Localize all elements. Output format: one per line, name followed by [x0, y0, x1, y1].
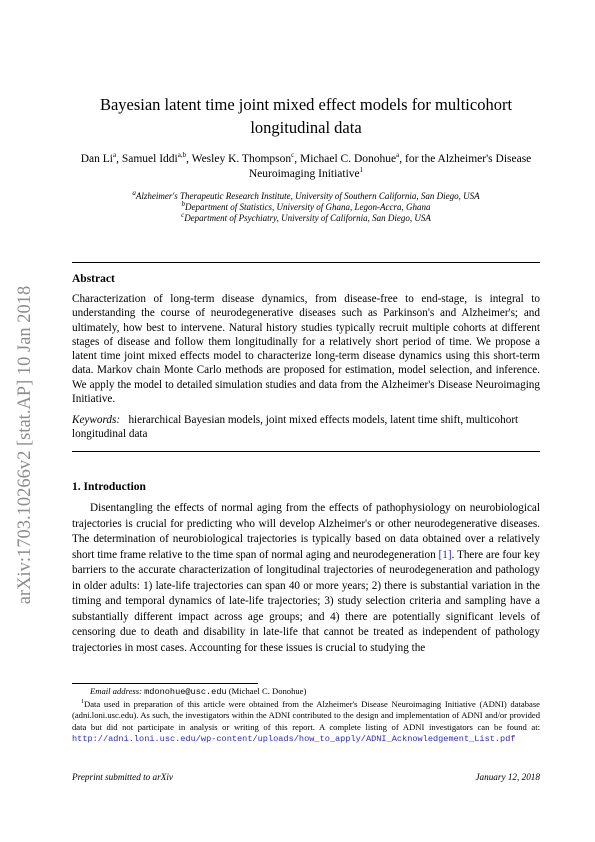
page-footer — [72, 771, 540, 783]
author-name: Dan Li — [80, 153, 113, 165]
author-name: Michael C. Donohue — [299, 153, 397, 165]
keywords — [72, 413, 540, 442]
footnote-rule — [72, 683, 258, 684]
introduction-paragraph: Disentangling the effects of normal aging from the effects of pathophysiology on neurobiological trajectories is crucial for predicting who will develop Alzheimer's or other neurodegenerative diseases. The determination of neurobiological trajectories is typically based on data obtained over a relatively short time frame relative to the time span of normal aging and neurodegeneration [1]. There are four key barriers to the accurate characterization of longitudinal trajectories of neurodegeneration and pathology in older adults: 1) late-life trajectories can span 40 or more years; 2) there is substantial variation in the timing and temporal dynamics of late-life trajectories; 3) study selection criteria and sampling have a substantially different impact across age groups; and 4) there are potentially significant levels of censoring due to death and disability in late-life that cannot be treated as independent of pathology trajectories in most cases. Accounting for these issues is crucial to studying the — [72, 502, 540, 654]
footnotes — [72, 686, 540, 746]
abstract-top-rule — [72, 262, 540, 263]
arxiv-id-text: arXiv:1703.10266v2 [stat.AP] 10 Jan 2018 — [15, 285, 35, 605]
author-footnote-mark: 1 — [359, 166, 364, 175]
paper-title: Bayesian latent time joint mixed effect models for multicohort longitudinal data — [99, 95, 513, 137]
affiliation-line: $^b$Department of Statistics, University of Ghana, Legon-Accra, Ghana — [181, 200, 431, 212]
author-affil-mark: c — [291, 151, 295, 160]
email-label: Email address: — [90, 686, 142, 696]
adni-footnote — [72, 699, 540, 746]
author-group: for the Alzheimer's Disease Neuroimaging Initiative — [248, 153, 532, 180]
email-footnote — [72, 686, 540, 699]
affiliation-line: $^c$Department of Psychiatry, University of California, San Diego, USA — [181, 211, 431, 223]
author-list: Dan Li$^a$, Samuel Iddi$^{a,b}$, Wesley K. Thompson$^c$, Michael C. Donohue$^a$, for the Alzheimer's Disease Neuroimaging Initiative$^1$ — [80, 151, 532, 180]
email-address[interactable]: mdonohue@usc.edu — [144, 687, 227, 697]
author-name: Wesley K. Thompson — [191, 153, 292, 165]
author-affil-mark: a — [396, 151, 400, 160]
citation-link[interactable]: [1] — [438, 548, 452, 561]
email-owner: (Michael C. Donohue) — [228, 686, 307, 696]
footer-date: January 12, 2018 — [475, 772, 540, 782]
arxiv-side-identifier — [14, 265, 36, 625]
abstract-heading: Abstract — [72, 273, 115, 285]
affiliation-line: $^a$Alzheimer's Therapeutic Research Institute, University of Southern California, San Diego, USA — [132, 189, 480, 201]
footnote-mark: 1 — [81, 698, 84, 705]
author-affil-mark: a,b — [177, 151, 187, 160]
author-affil-mark: a — [112, 151, 117, 160]
keywords-text: hierarchical Bayesian models, joint mixed effects models, latent time shift, multicohort longitudinal data — [72, 414, 519, 441]
footer-preprint-note: Preprint submitted to arXiv — [72, 772, 173, 782]
keywords-label: Keywords: — [72, 414, 121, 426]
footnote-text: Data used in preparation of this article were obtained from the Alzheimer's Disease Neuroimaging Initiative (ADNI) database (adni.loni.usc.edu). As such, the investigators within the ADNI contributed to the design and implementation of ADNI and/or provided data but did not participate in analysis or writing of this report. A complete listing of ADNI investigators can be found at: — [72, 698, 540, 732]
affiliation-list — [72, 191, 540, 224]
author-name: Samuel Iddi — [121, 153, 178, 165]
abstract-text: Characterization of long-term disease dynamics, from disease-free to end-stage, is integral to understanding the course of neurodegenerative diseases such as Parkinson's and Alzheimer's; and ultimately, how best to intervene. Natural history studies typically recruit multiple cohorts at different stages of disease and follow them longitudinally for a relatively short period of time. We propose a latent time joint mixed effects model to characterize long-term disease dynamics using this short-term data. Markov chain Monte Carlo methods are proposed for estimation, model selection, and inference. We apply the model to detailed simulation studies and data from the Alzheimer's Disease Neuroimaging Initiative. — [72, 293, 540, 406]
adni-list-link[interactable]: http://adni.loni.usc.edu/wp-content/uploads/how_to_apply/ADNI_Acknowledgement_List.pdf — [72, 734, 516, 745]
abstract-bottom-rule — [72, 451, 540, 452]
section-heading-introduction: 1. Introduction — [72, 481, 146, 493]
